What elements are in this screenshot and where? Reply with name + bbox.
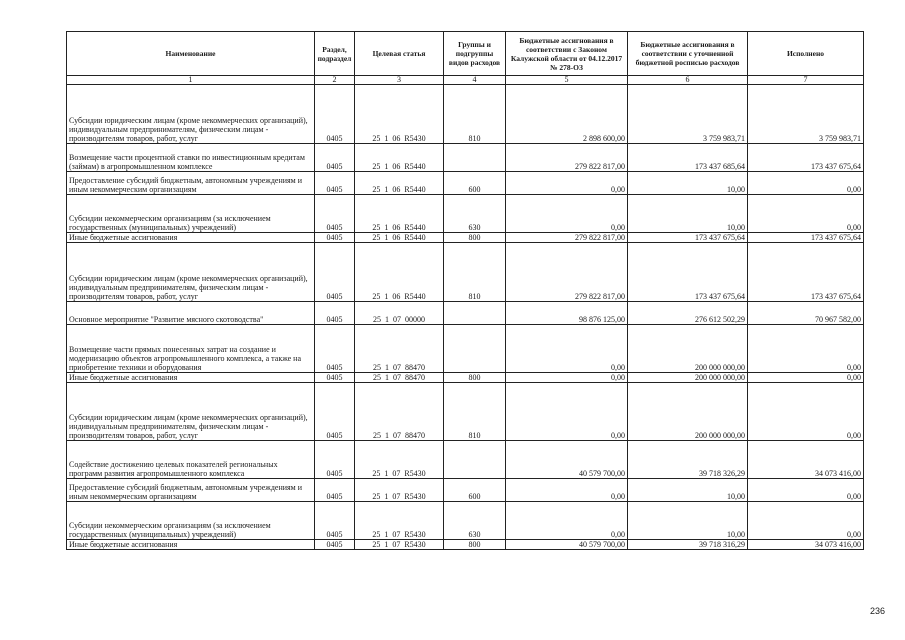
row-law-amount: 279 822 817,00 xyxy=(506,144,628,172)
row-law-amount: 40 579 700,00 xyxy=(506,441,628,479)
row-group: 630 xyxy=(444,502,506,540)
row-name: Субсидии некоммерческим организациям (за исключением государственных (муниципальных) учреждений) xyxy=(67,502,315,540)
row-group xyxy=(444,144,506,172)
row-group: 630 xyxy=(444,195,506,233)
row-executed-amount: 0,00 xyxy=(748,325,864,373)
row-target: 25 1 06 R5440 xyxy=(355,195,444,233)
row-executed-amount: 34 073 416,00 xyxy=(748,441,864,479)
row-section: 0405 xyxy=(315,540,355,550)
row-group: 800 xyxy=(444,233,506,243)
row-revised-amount: 10,00 xyxy=(628,502,748,540)
col-number: 7 xyxy=(748,76,864,85)
row-revised-amount: 173 437 675,64 xyxy=(628,243,748,302)
table-row xyxy=(67,85,864,144)
row-group xyxy=(444,302,506,325)
row-group: 800 xyxy=(444,540,506,550)
row-target: 25 1 07 R5430 xyxy=(355,502,444,540)
header-executed: Исполнено xyxy=(748,32,864,76)
row-executed-amount: 0,00 xyxy=(748,479,864,502)
row-revised-amount: 173 437 675,64 xyxy=(628,233,748,243)
table-row xyxy=(67,325,864,373)
row-name: Субсидии юридическим лицам (кроме некоммерческих организаций), индивидуальным предпринимателям, физическим лицам - производителям товаров, работ, услуг xyxy=(67,85,315,144)
row-section: 0405 xyxy=(315,383,355,441)
row-target: 25 1 07 R5430 xyxy=(355,540,444,550)
row-target: 25 1 07 88470 xyxy=(355,325,444,373)
row-executed-amount: 0,00 xyxy=(748,502,864,540)
row-law-amount: 0,00 xyxy=(506,172,628,195)
row-revised-amount: 200 000 000,00 xyxy=(628,373,748,383)
row-section: 0405 xyxy=(315,144,355,172)
row-law-amount: 0,00 xyxy=(506,479,628,502)
table-row xyxy=(67,441,864,479)
row-target: 25 1 07 88470 xyxy=(355,373,444,383)
row-name: Иные бюджетные ассигнования xyxy=(67,540,315,550)
row-law-amount: 0,00 xyxy=(506,383,628,441)
row-section: 0405 xyxy=(315,325,355,373)
row-executed-amount: 173 437 675,64 xyxy=(748,243,864,302)
header-revised: Бюджетные ассигнования в соответствии с уточненной бюджетной росписью расходов xyxy=(628,32,748,76)
row-revised-amount: 10,00 xyxy=(628,195,748,233)
row-law-amount: 279 822 817,00 xyxy=(506,233,628,243)
row-executed-amount: 173 437 675,64 xyxy=(748,233,864,243)
table-row xyxy=(67,502,864,540)
col-number: 3 xyxy=(355,76,444,85)
row-target: 25 1 07 00000 xyxy=(355,302,444,325)
row-executed-amount: 173 437 675,64 xyxy=(748,144,864,172)
row-revised-amount: 173 437 685,64 xyxy=(628,144,748,172)
row-revised-amount: 10,00 xyxy=(628,479,748,502)
row-revised-amount: 3 759 983,71 xyxy=(628,85,748,144)
row-law-amount: 98 876 125,00 xyxy=(506,302,628,325)
row-executed-amount: 0,00 xyxy=(748,195,864,233)
row-name: Субсидии юридическим лицам (кроме некоммерческих организаций), индивидуальным предпринимателям, физическим лицам - производителям товаров, работ, услуг xyxy=(67,383,315,441)
table-row xyxy=(67,233,864,243)
row-name: Иные бюджетные ассигнования xyxy=(67,233,315,243)
row-group: 810 xyxy=(444,383,506,441)
table-row xyxy=(67,302,864,325)
row-group: 800 xyxy=(444,373,506,383)
row-target: 25 1 06 R5440 xyxy=(355,233,444,243)
col-number: 4 xyxy=(444,76,506,85)
row-name: Предоставление субсидий бюджетным, автономным учреждениям и иным некоммерческим организациям xyxy=(67,479,315,502)
header-group: Группы и подгруппы видов расходов xyxy=(444,32,506,76)
row-name: Субсидии юридическим лицам (кроме некоммерческих организаций), индивидуальным предпринимателям, физическим лицам - производителям товаров, работ, услуг xyxy=(67,243,315,302)
header-row xyxy=(67,32,864,76)
row-section: 0405 xyxy=(315,195,355,233)
row-target: 25 1 07 R5430 xyxy=(355,479,444,502)
page-number: 236 xyxy=(869,606,885,616)
table-row xyxy=(67,373,864,383)
row-executed-amount: 70 967 582,00 xyxy=(748,302,864,325)
row-law-amount: 40 579 700,00 xyxy=(506,540,628,550)
row-group xyxy=(444,325,506,373)
row-target: 25 1 06 R5430 xyxy=(355,85,444,144)
row-section: 0405 xyxy=(315,243,355,302)
row-law-amount: 0,00 xyxy=(506,195,628,233)
budget-table xyxy=(66,31,864,550)
row-name: Содействие достижению целевых показателей региональных программ развития агропромышленного комплекса xyxy=(67,441,315,479)
col-number: 5 xyxy=(506,76,628,85)
row-name: Иные бюджетные ассигнования xyxy=(67,373,315,383)
row-section: 0405 xyxy=(315,302,355,325)
row-section: 0405 xyxy=(315,233,355,243)
table-row xyxy=(67,243,864,302)
header-target: Целевая статья xyxy=(355,32,444,76)
table-row xyxy=(67,383,864,441)
column-number-row xyxy=(67,76,864,85)
row-group xyxy=(444,441,506,479)
row-section: 0405 xyxy=(315,85,355,144)
row-name: Субсидии некоммерческим организациям (за исключением государственных (муниципальных) учреждений) xyxy=(67,195,315,233)
row-name: Предоставление субсидий бюджетным, автономным учреждениям и иным некоммерческим организациям xyxy=(67,172,315,195)
row-executed-amount: 3 759 983,71 xyxy=(748,85,864,144)
table-body xyxy=(67,85,864,550)
row-name: Возмещение части прямых понесенных затрат на создание и модернизацию объектов агропромышленного комплекса, а также на приобретение техники и оборудования xyxy=(67,325,315,373)
row-revised-amount: 276 612 502,29 xyxy=(628,302,748,325)
header-name: Наименование xyxy=(67,32,315,76)
row-revised-amount: 200 000 000,00 xyxy=(628,383,748,441)
row-name: Возмещение части процентной ставки по инвестиционным кредитам (займам) в агропромышленном комплексе xyxy=(67,144,315,172)
row-executed-amount: 0,00 xyxy=(748,172,864,195)
row-revised-amount: 200 000 000,00 xyxy=(628,325,748,373)
col-number: 1 xyxy=(67,76,315,85)
row-target: 25 1 07 88470 xyxy=(355,383,444,441)
row-law-amount: 0,00 xyxy=(506,502,628,540)
row-law-amount: 279 822 817,00 xyxy=(506,243,628,302)
row-section: 0405 xyxy=(315,373,355,383)
col-number: 6 xyxy=(628,76,748,85)
table-row xyxy=(67,144,864,172)
row-executed-amount: 0,00 xyxy=(748,373,864,383)
row-law-amount: 2 898 600,00 xyxy=(506,85,628,144)
row-group: 600 xyxy=(444,172,506,195)
row-target: 25 1 06 R5440 xyxy=(355,243,444,302)
row-section: 0405 xyxy=(315,502,355,540)
row-target: 25 1 07 R5430 xyxy=(355,441,444,479)
col-number: 2 xyxy=(315,76,355,85)
row-revised-amount: 39 718 326,29 xyxy=(628,441,748,479)
row-executed-amount: 0,00 xyxy=(748,383,864,441)
row-group: 810 xyxy=(444,85,506,144)
row-group: 810 xyxy=(444,243,506,302)
row-target: 25 1 06 R5440 xyxy=(355,172,444,195)
header-section: Раздел, подраздел xyxy=(315,32,355,76)
row-name: Основное мероприятие "Развитие мясного скотоводства" xyxy=(67,302,315,325)
row-group: 600 xyxy=(444,479,506,502)
row-section: 0405 xyxy=(315,172,355,195)
row-section: 0405 xyxy=(315,479,355,502)
table-row xyxy=(67,479,864,502)
table-row xyxy=(67,172,864,195)
row-revised-amount: 39 718 316,29 xyxy=(628,540,748,550)
row-target: 25 1 06 R5440 xyxy=(355,144,444,172)
table-row xyxy=(67,195,864,233)
header-law: Бюджетные ассигнования в соответствии с Законом Калужской области от 04.12.2017 № 278-ОЗ xyxy=(506,32,628,76)
row-law-amount: 0,00 xyxy=(506,373,628,383)
row-executed-amount: 34 073 416,00 xyxy=(748,540,864,550)
row-section: 0405 xyxy=(315,441,355,479)
row-law-amount: 0,00 xyxy=(506,325,628,373)
row-revised-amount: 10,00 xyxy=(628,172,748,195)
table-row xyxy=(67,540,864,550)
